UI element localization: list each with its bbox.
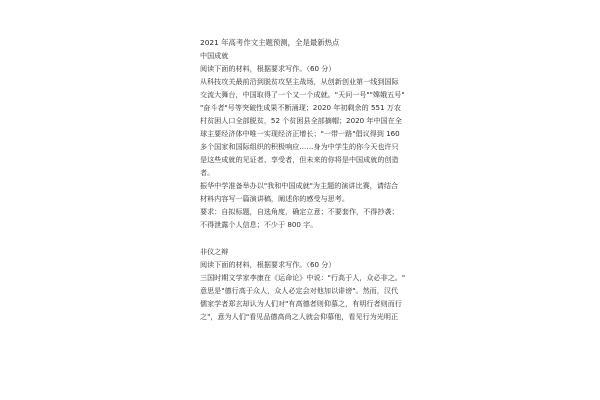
section-2-heading: 非仪之辩	[200, 247, 229, 256]
section-2-instruction: 阅读下面的材料，根据要求写作。（60 分）	[200, 260, 336, 269]
section-1-line-9: 振华中学准备举办以"我和中国成就"为主题的演讲比赛，请结合	[200, 181, 399, 190]
section-1-requirements-1: 要求：自拟标题，自选角度，确定立意；不要套作，不得抄袭；	[200, 207, 399, 216]
section-1-heading: 中国成就	[200, 51, 229, 60]
section-1-line-4: 村贫困人口全部脱贫，52 个贫困县全部摘帽；2020 年中国在全	[200, 116, 402, 125]
section-2-line-3: 儒家学者郑玄却认为人们对"有高德者则仰慕之，有明行者则而行	[200, 299, 402, 308]
section-2-line-4: 之"，意为人们"看见品德高尚之人就会仰慕他，看见行为光明正	[200, 312, 399, 321]
section-gap	[200, 231, 406, 245]
section-1-requirements-2: 不得泄露个人信息；不少于 800 字。	[200, 220, 318, 229]
section-1-instruction: 阅读下面的材料，根据要求写作。（60 分）	[200, 64, 336, 73]
section-1-line-8: 者。	[200, 168, 215, 177]
section-1-line-5: 球主要经济体中唯一实现经济正增长；"一带一路"倡议得到 160	[200, 129, 400, 138]
section-1-line-1: 从科技攻关最前沿到脱贫攻坚主战场，从创新创业第一线到国际	[200, 77, 399, 86]
document-body	[200, 36, 406, 323]
section-1-line-10: 材料内容写一篇演讲稿，阐述你的感受与思考。	[200, 194, 349, 203]
section-1-line-3: "奋斗者"号等突破性成果不断涌现；2020 年初剩余的 551 万农	[200, 103, 401, 112]
section-1-line-7: 是这些成就的见证者、享受者，但未来的你将是中国成就的创造	[200, 155, 399, 164]
section-2-line-2: 意思是"德行高于众人，众人必定会对他加以诽谤"。然而，汉代	[200, 286, 399, 295]
section-1-line-2: 交流大舞台，中国取得了一个又一个成就。"天问一号""嫦娥五号"	[200, 90, 405, 99]
section-2-line-1: 三国时期文学家李康在《运命论》中说："行高于人，众必非之。"	[200, 273, 406, 282]
section-1-line-6: 多个国家和国际组织的积极响应……身为中学生的你今天也许只	[200, 142, 399, 151]
document-title: 2021 年高考作文主题预测，全是最新热点	[200, 38, 340, 47]
